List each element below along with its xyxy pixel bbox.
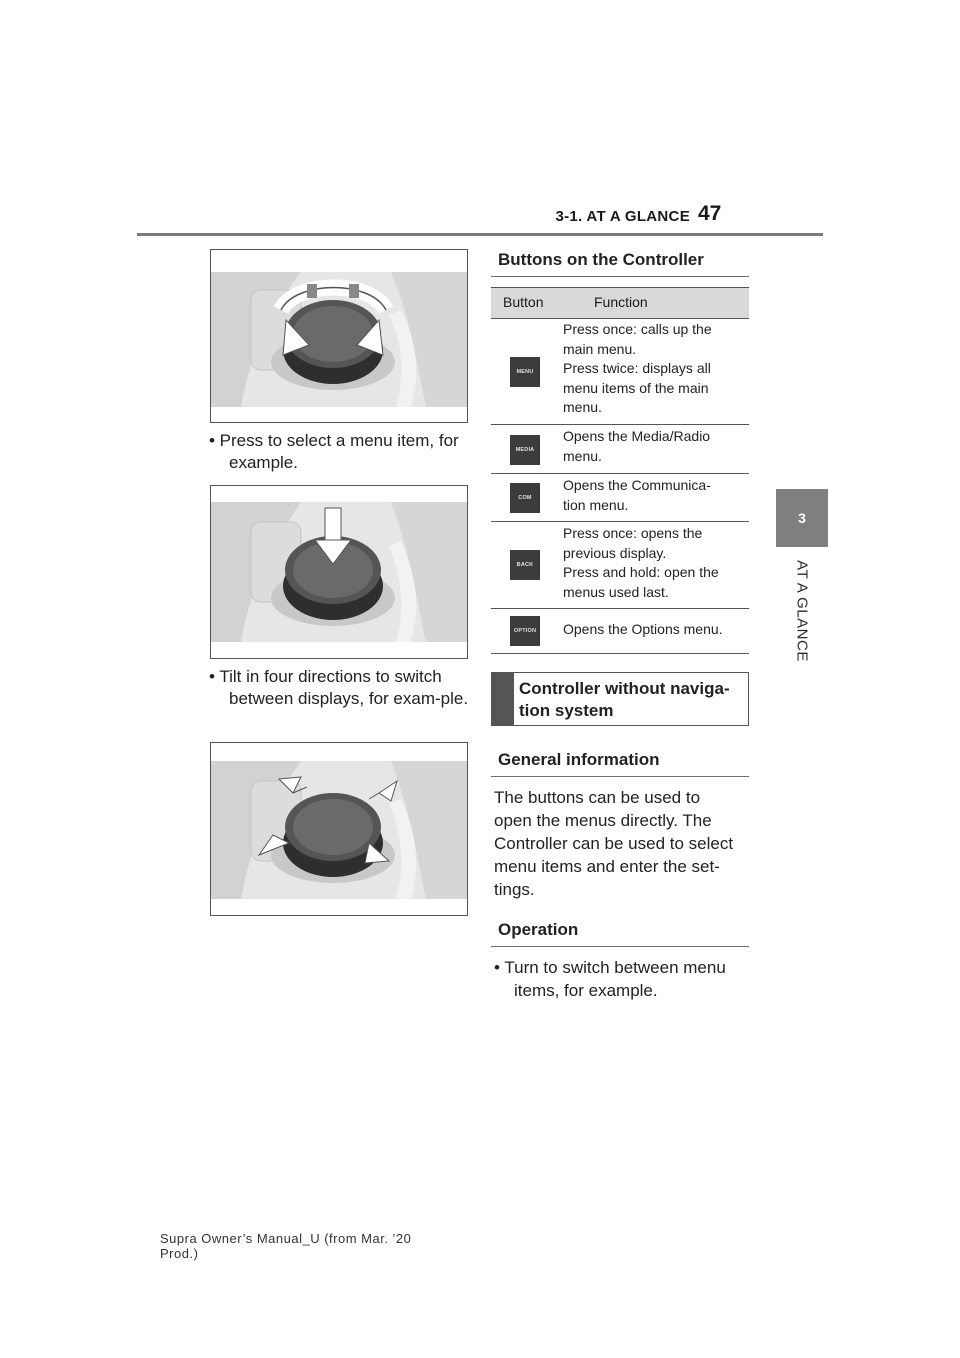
figure-tilt-controller [210,742,468,916]
row-function [563,427,749,466]
chapter-label-text: AT A GLANCE [793,560,811,662]
table-row [491,609,749,654]
media-button-icon: MEDIA [510,435,540,465]
page-number: 47 [698,202,722,225]
chapter-label [780,546,824,676]
function-line: Press twice: displays all [563,360,711,376]
function-line: Opens the Communica- [563,477,711,493]
heading-rule [491,276,749,277]
footer-line: Prod.) [160,1246,199,1261]
function-line: previous display. [563,544,667,561]
footer-manual-title [160,1231,460,1261]
col-button: Button [503,294,544,310]
option-button-icon: OPTION [510,616,540,646]
heading-bar [492,673,514,725]
heading-buttons-controller: Buttons on the Controller [498,250,704,269]
bullet-line: • Turn to switch between menu [494,958,726,977]
heading-rule [491,946,749,947]
row-function [563,476,749,515]
table-row [491,474,749,522]
bullet-press: • Press to select a menu item, for example. [209,431,459,472]
heading-text [519,678,730,722]
function-line: menu. [563,399,602,415]
function-line: Opens the Media/Radio [563,428,711,444]
menu-button-icon: MENU [510,357,540,387]
paragraph-line: menu items and enter the set- [494,857,720,876]
table-row [491,522,749,609]
heading-line: tion system [519,701,614,720]
paragraph-line: Controller can be used to select [494,834,734,853]
row-function [563,320,749,418]
col-function: Function [594,294,648,310]
function-line: menu. [563,447,602,464]
table-row [491,425,749,474]
heading-controller-without-nav [491,672,749,726]
general-info-paragraph [494,786,756,901]
heading-general-information: General information [498,750,660,769]
heading-line: Controller without naviga- [519,679,730,698]
bullet-line: items, for example. [514,981,658,1000]
table-row [491,318,749,425]
function-line: tion menu. [563,496,629,513]
row-function [563,620,749,640]
function-line: menu items of the main [563,379,709,396]
bullet-turn [494,956,756,1002]
table-header [491,287,749,319]
back-button-icon: BACK [510,550,540,580]
paragraph-line: open the menus directly. The [494,811,712,830]
footer-line: Supra Owner’s Manual_U (from Mar. ’20 [160,1231,412,1246]
function-line: Press once: calls up the [563,321,712,337]
heading-rule [491,776,749,777]
figure-turn-controller [210,249,468,423]
header-divider [137,233,823,236]
heading-operation: Operation [498,920,579,939]
figure-press-controller [210,485,468,659]
paragraph-line: The buttons can be used to [494,788,701,807]
section-title: 3-1. AT A GLANCE [555,208,690,225]
bullet-tilt: • Tilt in four directions to switch between displays, for exam-ple. [209,667,469,708]
chapter-tab: 3 [776,489,828,547]
function-line: menus used last. [563,583,669,600]
com-button-icon: COM [510,483,540,513]
function-line: Opens the Options menu. [563,621,723,637]
paragraph-line: tings. [494,880,535,899]
row-function [563,524,749,602]
function-line: main menu. [563,340,637,357]
function-line: Press once: opens the [563,525,703,541]
function-line: Press and hold: open the [563,564,719,580]
